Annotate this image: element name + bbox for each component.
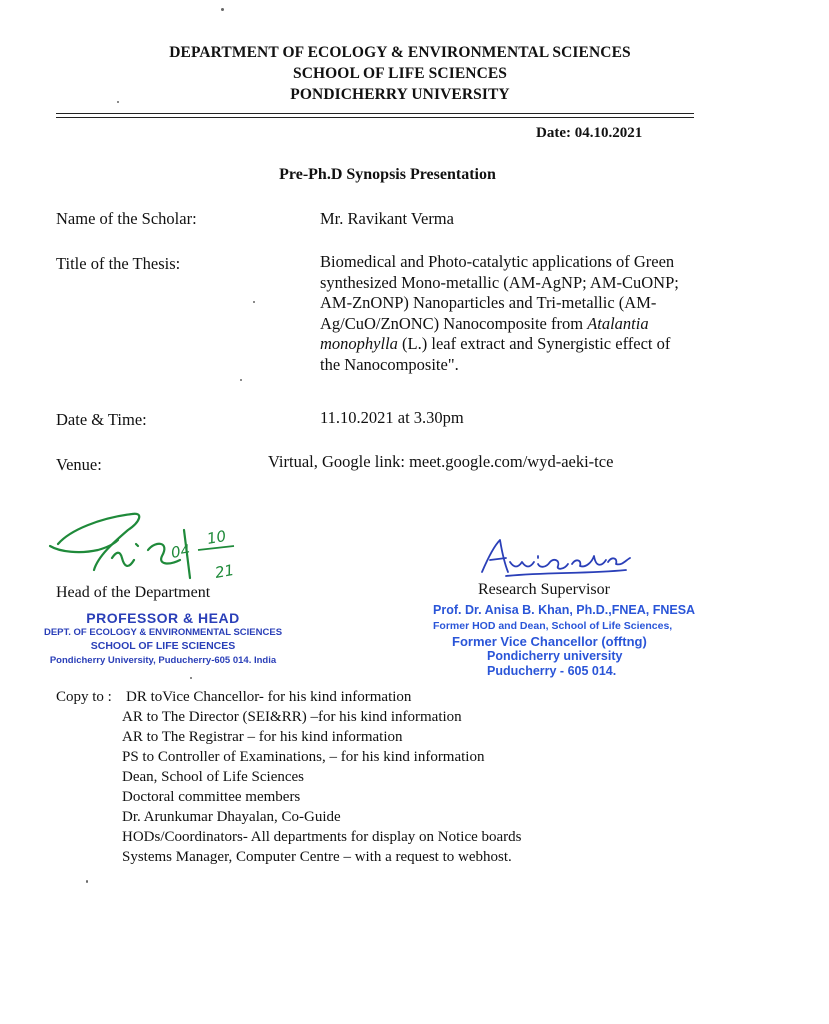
supervisor-signature-icon xyxy=(476,528,636,582)
copy-to-item: Systems Manager, Computer Centre – with a request to webhost. xyxy=(122,849,512,865)
copy-to-item: DR toVice Chancellor- for his kind information xyxy=(126,689,412,705)
head-title: Head of the Department xyxy=(56,584,211,601)
thesis-title xyxy=(320,252,720,376)
head-stamp-dept: DEPT. OF ECOLOGY & ENVIRONMENTAL SCIENCES xyxy=(43,627,283,638)
copy-to-item: PS to Controller of Examinations, – for his kind information xyxy=(122,749,485,765)
thesis-line: the Nanocomposite". xyxy=(320,354,459,374)
copy-to-label: Copy to : xyxy=(56,689,112,705)
thesis-line: Ag/CuO/ZnONC) Nanocomposite from Atalantia xyxy=(320,313,649,333)
university-heading: PONDICHERRY UNIVERSITY xyxy=(290,86,510,103)
scan-speck xyxy=(221,8,224,11)
svg-text:10: 10 xyxy=(205,526,228,548)
header-rule-2 xyxy=(56,117,694,118)
species-epithet: monophylla xyxy=(320,334,398,354)
notice-title: Pre-Ph.D Synopsis Presentation xyxy=(279,166,496,183)
department-heading: DEPARTMENT OF ECOLOGY & ENVIRONMENTAL SCIENCES xyxy=(169,44,631,61)
copy-to-item: AR to The Registrar – for his kind information xyxy=(122,729,403,745)
supervisor-stamp-name: Prof. Dr. Anisa B. Khan, Ph.D.,FNEA, FNESA xyxy=(433,603,696,617)
scan-speck xyxy=(240,379,242,381)
supervisor-stamp-address: Puducherry - 605 014. xyxy=(487,664,617,678)
copy-to-item: Doctoral committee members xyxy=(122,789,301,805)
header-rule xyxy=(56,113,694,114)
supervisor-stamp-former-vc: Former Vice Chancellor (offtng) xyxy=(452,634,647,649)
thesis-line: AM-ZnONP) Nanoparticles and Tri-metallic (AM- xyxy=(320,293,657,313)
head-signature-icon xyxy=(40,500,240,590)
thesis-line: synthesized Mono-metallic (AM-AgNP; AM-CuONP; xyxy=(320,272,679,292)
thesis-label: Title of the Thesis: xyxy=(56,254,181,273)
school-heading: SCHOOL OF LIFE SCIENCES xyxy=(292,65,508,82)
scholar-name: Mr. Ravikant Verma xyxy=(320,209,454,228)
datetime-value: 11.10.2021 at 3.30pm xyxy=(320,408,464,427)
venue-label: Venue: xyxy=(56,455,102,474)
venue-value: Virtual, Google link: meet.google.com/wyd-aeki-tce xyxy=(268,452,614,471)
supervisor-stamp-former-dean: Former HOD and Dean, School of Life Sciences, xyxy=(433,620,673,632)
svg-text:21: 21 xyxy=(213,560,236,582)
supervisor-stamp-university: Pondicherry university xyxy=(487,649,623,663)
scan-speck xyxy=(190,677,192,679)
datetime-label: Date & Time: xyxy=(56,410,147,429)
copy-to-item: AR to The Director (SEI&RR) –for his kind information xyxy=(122,709,462,725)
scan-speck xyxy=(86,880,88,883)
scan-speck xyxy=(117,101,119,103)
copy-to-item: Dean, School of Life Sciences xyxy=(122,769,305,785)
scan-speck xyxy=(253,301,255,303)
copy-to-item: Dr. Arunkumar Dhayalan, Co-Guide xyxy=(122,809,341,825)
copy-to-item: HODs/Coordinators- All departments for display on Notice boards xyxy=(122,829,522,845)
head-stamp-address: Pondicherry University, Puducherry-605 014. India xyxy=(49,655,277,666)
species-genus: Atalantia xyxy=(587,313,649,333)
supervisor-title: Research Supervisor xyxy=(478,581,610,598)
head-stamp-school: SCHOOL OF LIFE SCIENCES xyxy=(90,640,236,652)
thesis-line: monophylla (L.) leaf extract and Synergistic effect of xyxy=(320,334,671,354)
scholar-label: Name of the Scholar: xyxy=(56,209,197,228)
svg-text:04: 04 xyxy=(169,540,192,562)
head-stamp-title: PROFESSOR & HEAD xyxy=(86,610,240,626)
thesis-line: Biomedical and Photo-catalytic applications of Green xyxy=(320,252,675,271)
notice-date: Date: 04.10.2021 xyxy=(536,125,643,141)
